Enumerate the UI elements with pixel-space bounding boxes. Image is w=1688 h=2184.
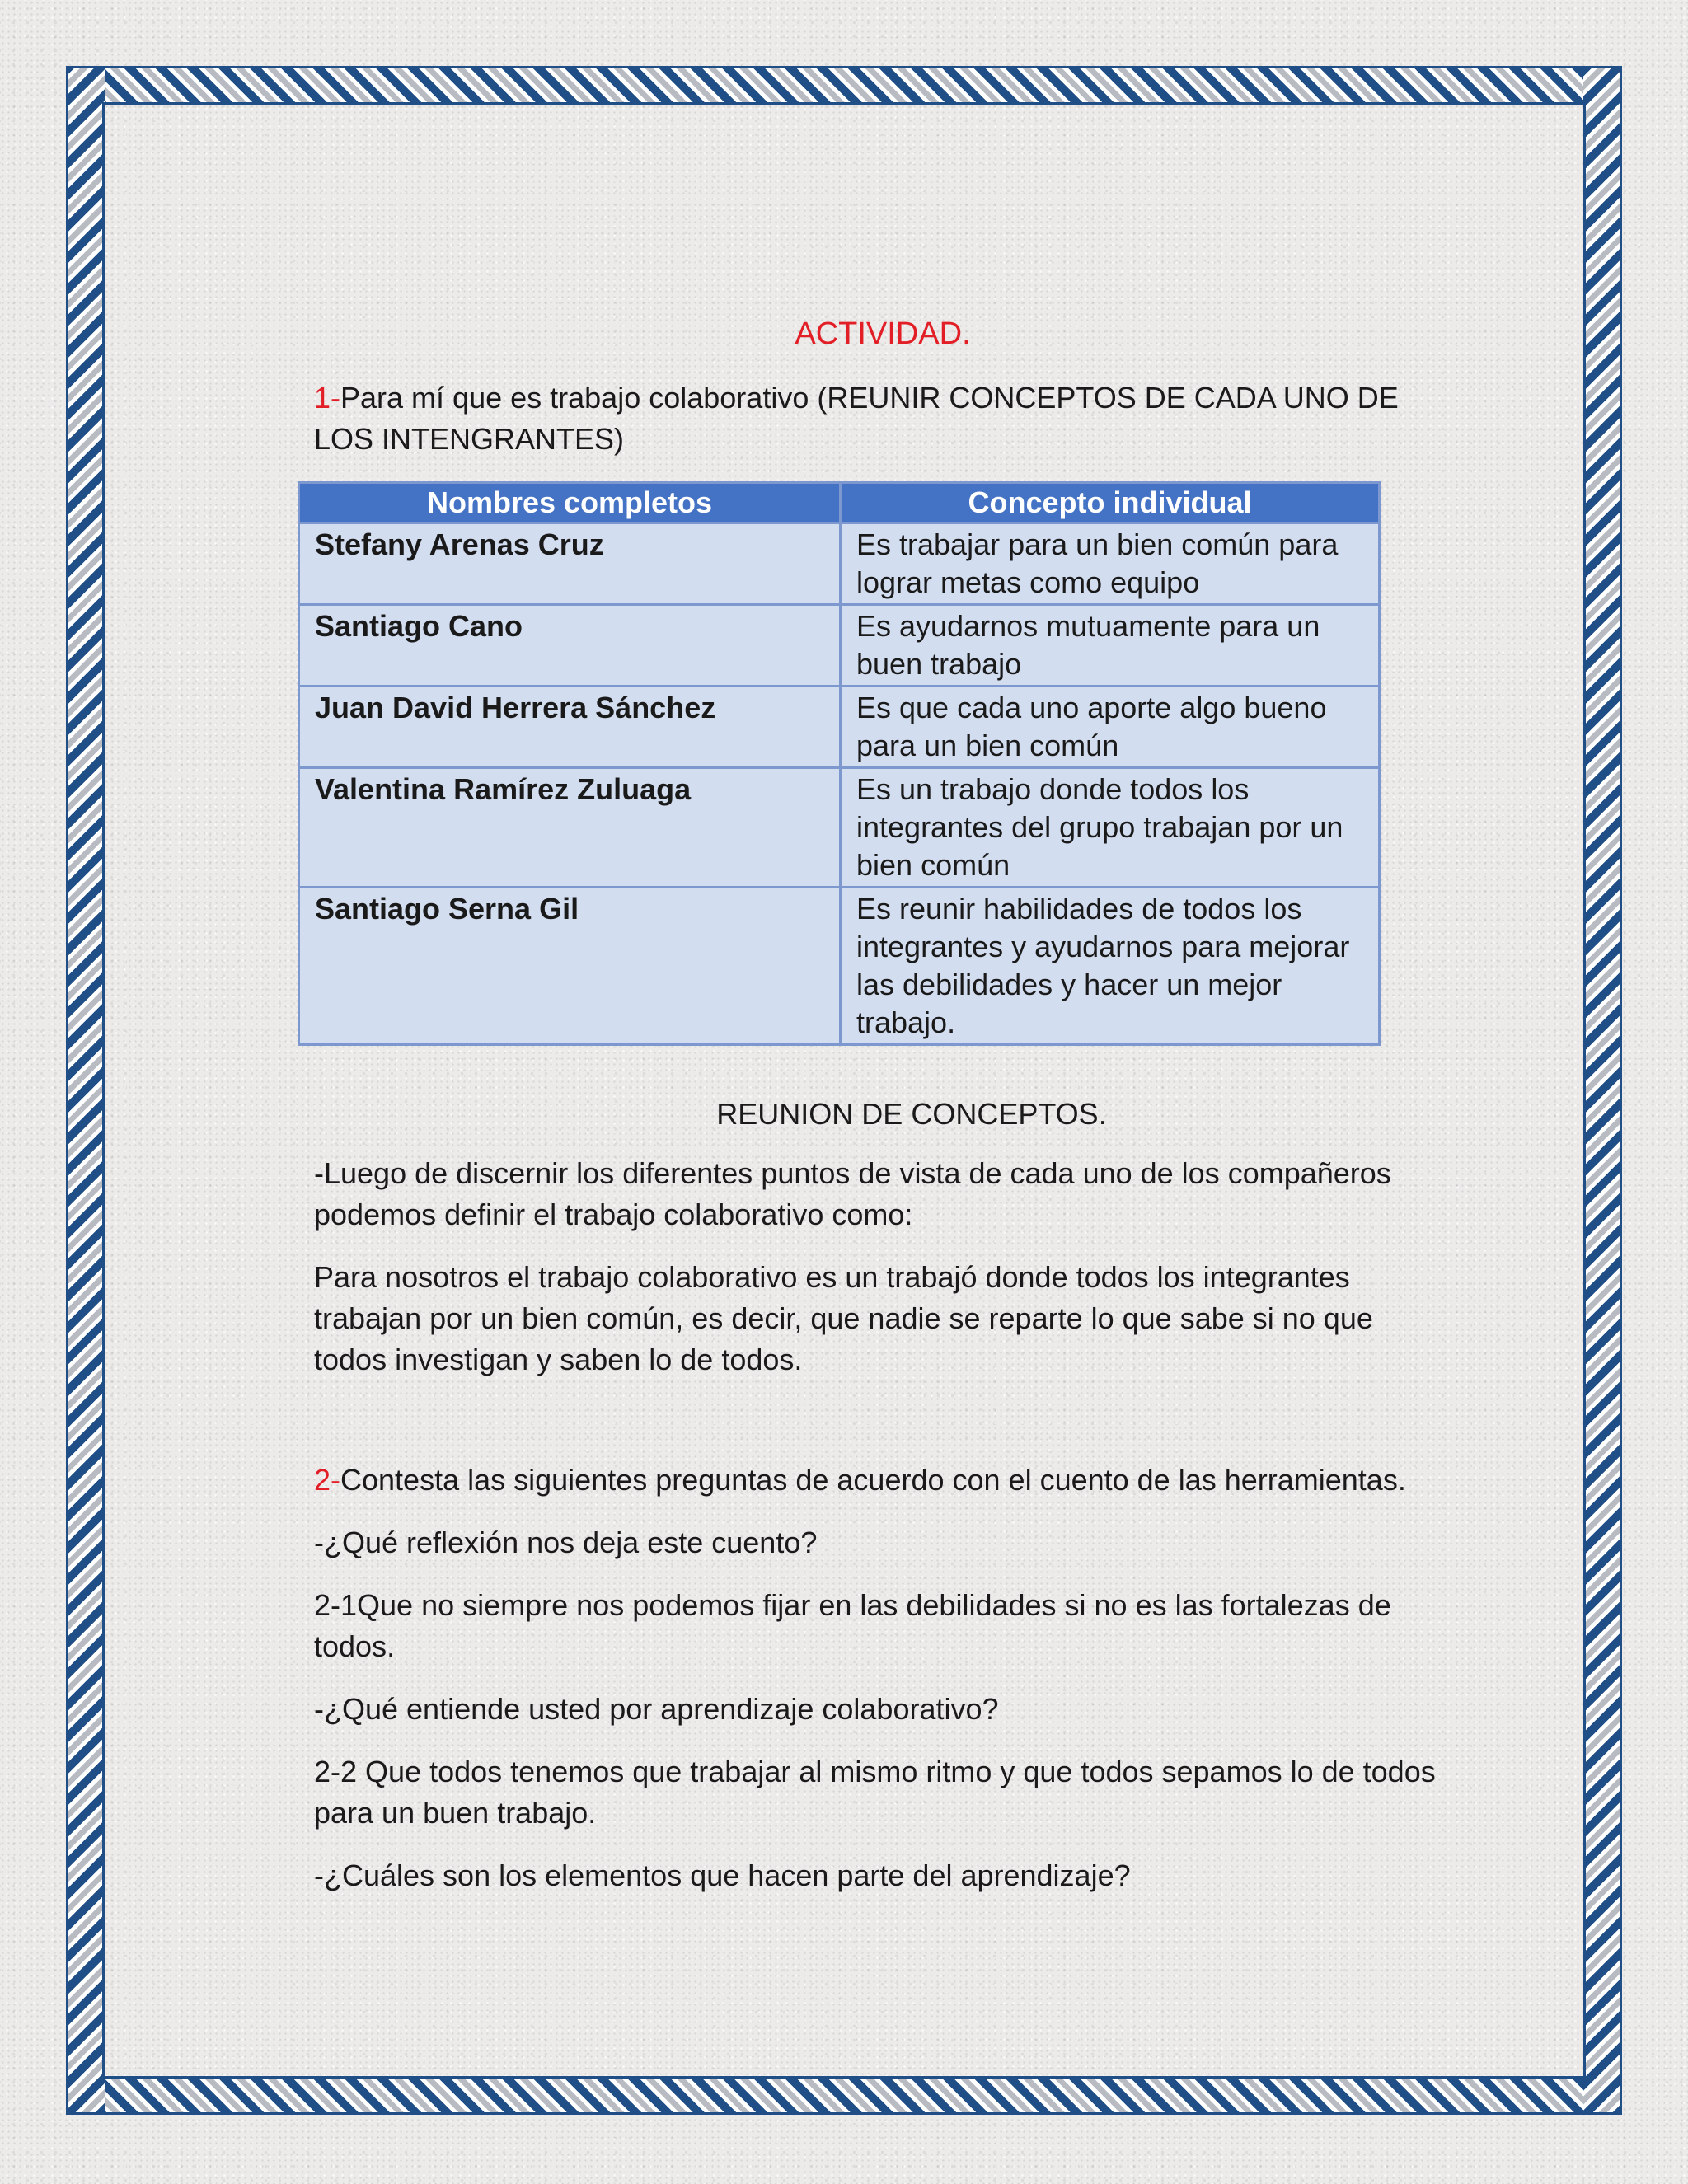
question-1-number: 1-: [314, 381, 341, 415]
member-name: Juan David Herrera Sánchez: [299, 687, 841, 768]
member-concept: Es reunir habilidades de todos los integrantes y ayudarnos para mejorar las debilidades y hacer un mejor trabajo.: [841, 888, 1380, 1045]
question-2-number: 2-: [314, 1463, 341, 1497]
member-concept: Es un trabajo donde todos los integrantes del grupo trabajan por un bien común: [841, 768, 1380, 888]
reunion-paragraph-2: Para nosotros el trabajo colaborativo es un trabajó donde todos los integrantes trabajan por un bien común, es decir, que nadie se reparte lo que sabe si no que todos investigan y saben lo de todos.: [314, 1260, 1373, 1376]
reunion-paragraph-1: -Luego de discernir los diferentes puntos de vista de cada uno de los compañeros podemos definir el trabajo colaborativo como:: [314, 1156, 1391, 1231]
page-border-bottom: [66, 2076, 1622, 2115]
reunion-title: REUNION DE CONCEPTOS.: [716, 1097, 1107, 1131]
column-header-concept: Concepto individual: [841, 483, 1380, 523]
section-spacer: [314, 1402, 1451, 1460]
question-2-item: -¿Qué entiende usted por aprendizaje colaborativo?: [314, 1692, 999, 1726]
question-2-item: -¿Cuáles son los elementos que hacen parte del aprendizaje?: [314, 1858, 1131, 1892]
member-name: Valentina Ramírez Zuluaga: [299, 768, 841, 888]
page-border-top: [66, 66, 1622, 105]
table-row: [299, 687, 1380, 768]
member-name: Santiago Cano: [299, 605, 841, 687]
member-concept: Es que cada uno aporte algo bueno para un bien común: [841, 687, 1380, 768]
question-2: [314, 1460, 1451, 1501]
table-row: [299, 523, 1380, 605]
question-2-text: Contesta las siguientes preguntas de acuerdo con el cuento de las herramientas.: [340, 1463, 1406, 1497]
concepts-table: [298, 481, 1381, 1046]
page-border-left: [66, 66, 105, 2115]
question-2-item: 2-2 Que todos tenemos que trabajar al mismo ritmo y que todos sepamos lo de todos para un buen trabajo.: [314, 1755, 1436, 1830]
question-2-item: 2-1Que no siempre nos podemos fijar en las debilidades si no es las fortalezas de todos.: [314, 1588, 1391, 1663]
member-concept: Es trabajar para un bien común para lograr metas como equipo: [841, 523, 1380, 605]
table-row: [299, 768, 1380, 888]
question-1: [314, 377, 1451, 460]
member-concept: Es ayudarnos mutuamente para un buen trabajo: [841, 605, 1380, 687]
member-name: Stefany Arenas Cruz: [299, 523, 841, 605]
column-header-names: Nombres completos: [299, 483, 841, 523]
page-title: ACTIVIDAD.: [795, 316, 971, 351]
question-2-item: -¿Qué reflexión nos deja este cuento?: [314, 1526, 818, 1559]
question-1-text: Para mí que es trabajo colaborativo (REUNIR CONCEPTOS DE CADA UNO DE LOS INTENGRANTES): [314, 381, 1399, 456]
document-body: [314, 313, 1451, 1918]
member-name: Santiago Serna Gil: [299, 888, 841, 1045]
table-row: [299, 605, 1380, 687]
page-border-right: [1583, 66, 1622, 2115]
table-row: [299, 888, 1380, 1045]
table-header-row: [299, 483, 1380, 523]
